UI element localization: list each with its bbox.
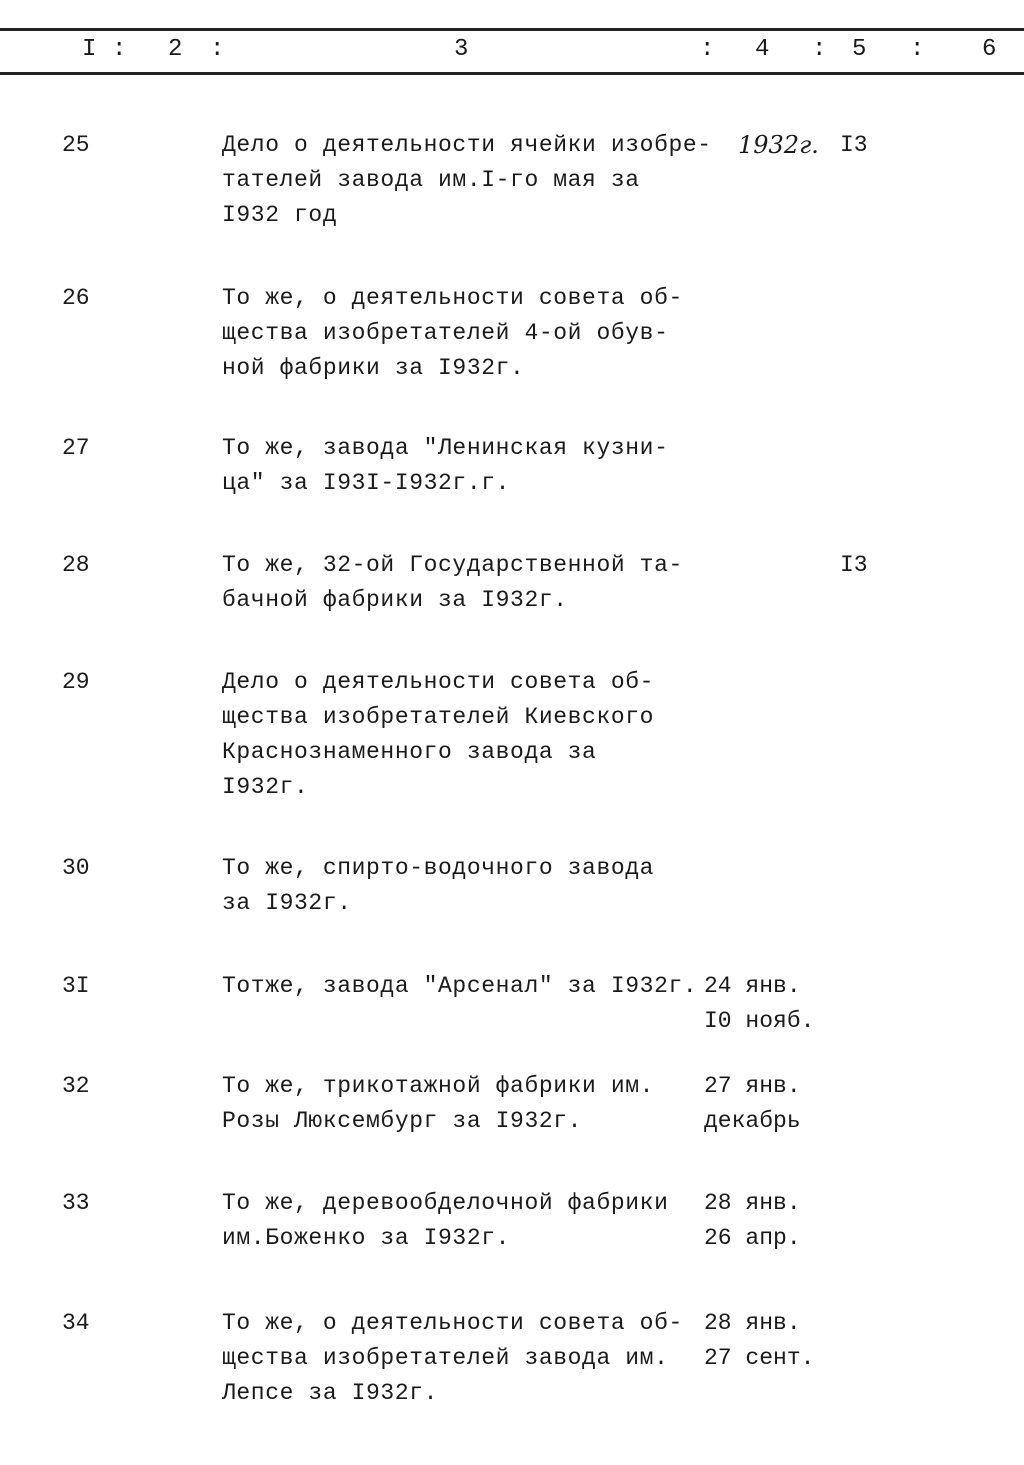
date-line: декабрь bbox=[704, 1108, 801, 1134]
entry-sheet-count: I3 bbox=[840, 552, 868, 578]
entry-description bbox=[222, 431, 668, 501]
description-line: тателей завода им.I-го мая за bbox=[222, 167, 640, 193]
description-line: щества изобретателей Киевского bbox=[222, 704, 655, 730]
entry-description bbox=[222, 1069, 654, 1139]
entry-number: 25 bbox=[62, 132, 90, 158]
description-line: за I932г. bbox=[222, 890, 352, 916]
entry-number: 33 bbox=[62, 1190, 90, 1216]
description-line: им.Боженко за I932г. bbox=[222, 1225, 511, 1251]
entry-description bbox=[222, 665, 654, 805]
description-line: То же, 32-ой Государственной та- bbox=[222, 552, 683, 578]
entry-dates bbox=[704, 1306, 814, 1376]
description-line: Тотже, завода "Арсенал" за I932г. bbox=[222, 973, 698, 999]
description-line: То же, деревообделочной фабрики bbox=[222, 1190, 669, 1216]
entry-number: 32 bbox=[62, 1073, 90, 1099]
handwritten-year: 1932г. bbox=[738, 131, 819, 159]
entry-description bbox=[222, 851, 654, 921]
entry-dates bbox=[704, 969, 814, 1039]
date-line: 28 янв. bbox=[704, 1190, 801, 1216]
date-line: 26 апр. bbox=[704, 1225, 801, 1251]
description-line: То же, о деятельности совета об- bbox=[222, 285, 683, 311]
description-line: Розы Люксембург за I932г. bbox=[222, 1108, 583, 1134]
col-header-3: 3 bbox=[454, 36, 469, 63]
col-separator: : bbox=[700, 36, 715, 63]
entry-number: 30 bbox=[62, 855, 90, 881]
col-separator: : bbox=[812, 36, 827, 63]
date-line: 28 янв. bbox=[704, 1310, 801, 1336]
date-line: 27 сент. bbox=[704, 1345, 815, 1371]
description-line: ной фабрики за I932г. bbox=[222, 355, 525, 381]
description-line: Лепсе за I932г. bbox=[222, 1380, 439, 1406]
entry-description bbox=[222, 1186, 668, 1256]
entry-number: 34 bbox=[62, 1310, 90, 1336]
description-line: Дело о деятельности ячейки изобре- bbox=[222, 132, 712, 158]
col-header-4: 4 bbox=[755, 36, 770, 63]
description-line: щества изобретателей 4-ой обув- bbox=[222, 320, 669, 346]
entry-description bbox=[222, 1306, 683, 1411]
entry-description bbox=[222, 128, 712, 233]
header-bottom-rule bbox=[0, 72, 1024, 75]
col-separator: : bbox=[210, 36, 225, 63]
col-header-6: 6 bbox=[982, 36, 997, 63]
entry-number: 27 bbox=[62, 435, 90, 461]
entry-number: 26 bbox=[62, 285, 90, 311]
col-header-2: 2 bbox=[168, 36, 183, 63]
date-line: 27 янв. bbox=[704, 1073, 801, 1099]
entry-number: 29 bbox=[62, 669, 90, 695]
description-line: То же, спирто-водочного завода bbox=[222, 855, 655, 881]
description-line: Дело о деятельности совета об- bbox=[222, 669, 655, 695]
entry-number: 28 bbox=[62, 552, 90, 578]
col-header-1: I bbox=[82, 36, 97, 63]
description-line: щества изобретателей завода им. bbox=[222, 1345, 669, 1371]
description-line: бачной фабрики за I932г. bbox=[222, 587, 568, 613]
col-separator: : bbox=[910, 36, 925, 63]
description-line: То же, завода "Ленинская кузни- bbox=[222, 435, 669, 461]
entry-description bbox=[222, 969, 697, 1004]
entry-sheet-count: I3 bbox=[840, 132, 868, 158]
col-header-5: 5 bbox=[852, 36, 867, 63]
description-line: Краснознаменного завода за bbox=[222, 739, 597, 765]
date-line: 24 янв. bbox=[704, 973, 801, 999]
entry-dates bbox=[704, 1069, 801, 1139]
description-line: ца" за I93I-I932г.г. bbox=[222, 470, 511, 496]
description-line: То же, трикотажной фабрики им. bbox=[222, 1073, 655, 1099]
header-top-rule bbox=[0, 28, 1024, 31]
date-line: I0 нояб. bbox=[704, 1008, 815, 1034]
entry-description bbox=[222, 281, 683, 386]
entry-number: 3I bbox=[62, 973, 90, 999]
entry-dates bbox=[704, 1186, 801, 1256]
entry-description bbox=[222, 548, 683, 618]
description-line: То же, о деятельности совета об- bbox=[222, 1310, 683, 1336]
description-line: I932г. bbox=[222, 774, 309, 800]
description-line: I932 год bbox=[222, 202, 338, 228]
col-separator: : bbox=[112, 36, 127, 63]
